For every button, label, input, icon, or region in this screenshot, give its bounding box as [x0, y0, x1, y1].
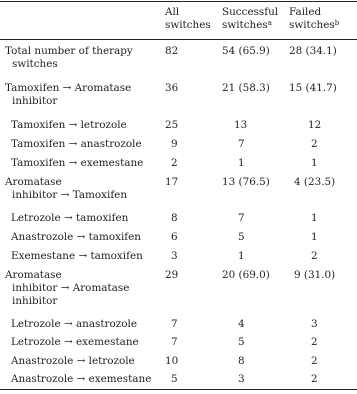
- row-label: Anastrozole → tamoxifen: [11, 231, 141, 243]
- row-label: Tamoxifen → exemestane: [11, 157, 144, 169]
- table-header-rule: [0, 39, 357, 40]
- cell-successful: 7: [238, 212, 245, 224]
- row-label: Letrozole → exemestane: [11, 336, 139, 348]
- footnote-marker-a: a: [267, 19, 272, 27]
- cell-all: 9: [171, 138, 178, 150]
- table-bottom-rule: [0, 389, 357, 390]
- cell-all: 10: [165, 355, 179, 367]
- footnote-marker-b: b: [334, 19, 340, 27]
- cell-successful: 1: [238, 250, 245, 262]
- row-label: Anastrozole → letrozole: [11, 355, 135, 367]
- row-label: Tamoxifen → letrozole: [11, 119, 127, 131]
- row-label: Aromatase: [5, 176, 62, 188]
- cell-failed: 9 (31.0): [294, 269, 336, 281]
- row-label-cont: inhibitor: [12, 295, 58, 307]
- cell-all: 17: [165, 176, 179, 188]
- cell-all: 7: [171, 318, 178, 330]
- row-label-cont: switches: [12, 58, 58, 70]
- cell-successful: 21 (58.3): [222, 82, 270, 94]
- cell-successful: 54 (65.9): [222, 45, 270, 57]
- cell-failed: 1: [311, 212, 318, 224]
- row-label-cont: inhibitor → Aromatase: [12, 282, 130, 294]
- header-all-line1: All: [165, 6, 180, 18]
- cell-failed: 1: [311, 231, 318, 243]
- cell-failed: 3: [311, 318, 318, 330]
- cell-all: 25: [165, 119, 179, 131]
- cell-successful: 13: [234, 119, 248, 131]
- cell-successful: 7: [238, 138, 245, 150]
- row-label: Tamoxifen → anastrozole: [11, 138, 142, 150]
- row-label-cont: inhibitor: [12, 95, 58, 107]
- cell-all: 36: [165, 82, 179, 94]
- row-label: Tamoxifen → Aromatase: [5, 82, 132, 94]
- cell-failed: 2: [311, 355, 318, 367]
- cell-successful: 8: [238, 355, 245, 367]
- row-label-cont: inhibitor → Tamoxifen: [12, 189, 128, 201]
- cell-all: 5: [171, 373, 178, 385]
- cell-successful: 4: [238, 318, 245, 330]
- cell-failed: 2: [311, 373, 318, 385]
- row-label: Anastrozole → exemestane: [11, 373, 152, 385]
- cell-all: 7: [171, 336, 178, 348]
- cell-all: 3: [171, 250, 178, 262]
- header-successful-line2: switches: [222, 19, 268, 31]
- header-successful-line1: Successful: [222, 6, 279, 18]
- cell-successful: 13 (76.5): [222, 176, 270, 188]
- cell-failed: 1: [311, 157, 318, 169]
- header-successful-switches: [222, 6, 278, 32]
- header-all-line2: switches: [165, 19, 211, 31]
- row-label: Letrozole → anastrozole: [11, 318, 137, 330]
- cell-failed: 15 (41.7): [289, 82, 337, 94]
- cell-failed: 2: [311, 250, 318, 262]
- cell-failed: 12: [308, 119, 322, 131]
- row-label: Letrozole → tamoxifen: [11, 212, 129, 224]
- cell-failed: 2: [311, 138, 318, 150]
- cell-successful: 20 (69.0): [222, 269, 270, 281]
- cell-all: 82: [165, 45, 179, 57]
- header-all-switches: [165, 6, 211, 32]
- cell-successful: 5: [238, 231, 245, 243]
- header-failed-switches: [289, 6, 339, 32]
- cell-all: 6: [171, 231, 178, 243]
- cell-successful: 1: [238, 157, 245, 169]
- cell-all: 29: [165, 269, 179, 281]
- cell-failed: 2: [311, 336, 318, 348]
- cell-successful: 5: [238, 336, 245, 348]
- header-failed-line2: switches: [289, 19, 335, 31]
- cell-successful: 3: [238, 373, 245, 385]
- table-top-rule: [0, 1, 357, 2]
- row-label: Exemestane → tamoxifen: [11, 250, 143, 262]
- header-failed-line1: Failed: [289, 6, 322, 18]
- cell-failed: 28 (34.1): [289, 45, 337, 57]
- cell-all: 8: [171, 212, 178, 224]
- cell-all: 2: [171, 157, 178, 169]
- row-label: Total number of therapy: [5, 45, 133, 57]
- row-label: Aromatase: [5, 269, 62, 281]
- cell-failed: 4 (23.5): [294, 176, 336, 188]
